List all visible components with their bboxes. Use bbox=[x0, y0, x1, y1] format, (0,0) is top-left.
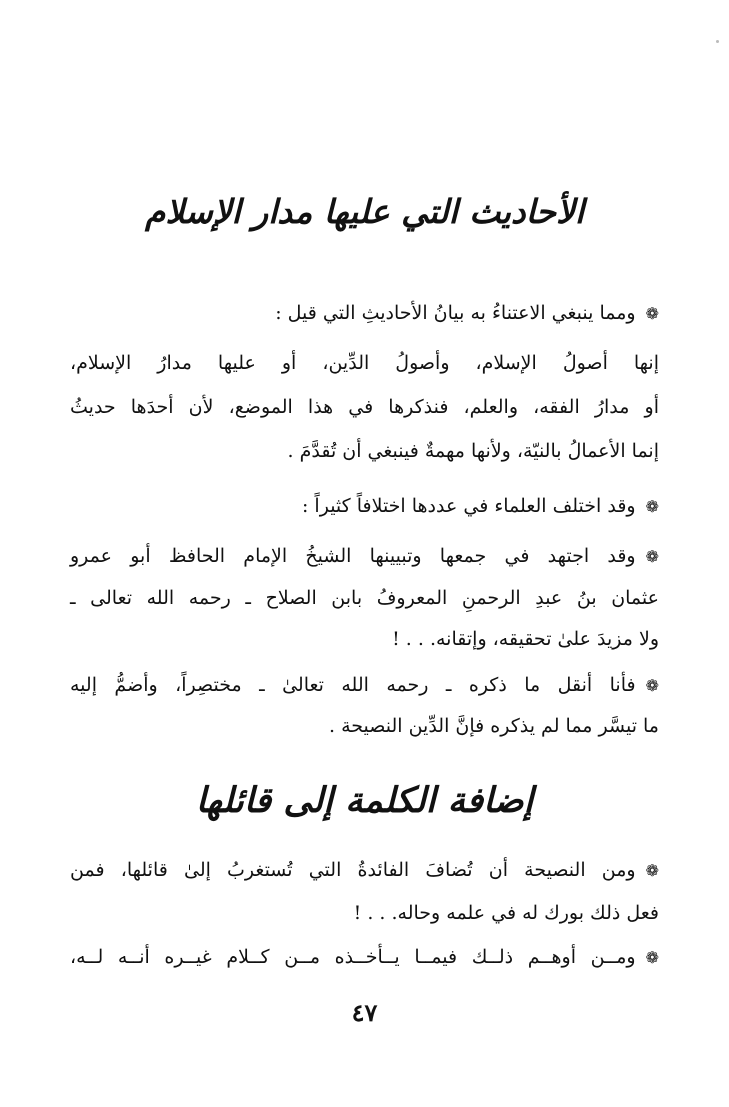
bullet-star-icon: ❁ bbox=[645, 676, 659, 695]
paragraph-line bbox=[70, 302, 659, 325]
line-text: إنما الأعمالُ بالنيّة، ولأنها مهمةٌ فينبغي أن تُقدَّمَ . bbox=[287, 440, 659, 462]
line-text: ومــن أوهــم ذلــك فيمــا يــأخــذه مــن كــلام غيــره أنــه لــه، bbox=[70, 946, 636, 968]
paragraph-line bbox=[70, 545, 659, 568]
paragraph-line bbox=[70, 946, 659, 969]
paragraph-line bbox=[70, 440, 659, 463]
paragraph-line bbox=[70, 859, 659, 882]
line-text: ولا مزيدَ علىٰ تحقيقه، وإتقانه. . . ! bbox=[392, 628, 659, 650]
paragraph-line bbox=[70, 495, 659, 518]
line-text: وقد اختلف العلماء في عددها اختلافاً كثيراً : bbox=[301, 495, 636, 517]
section-heading-attribution: إضافة الكلمة إلى قائلها bbox=[195, 780, 534, 821]
paragraph-line bbox=[70, 902, 659, 925]
line-text: عثمان بنُ عبدِ الرحمنِ المعروفُ بابن الصلاح ـ رحمه الله تعالى ـ bbox=[70, 587, 659, 609]
paragraph-line bbox=[70, 715, 659, 738]
bullet-star-icon: ❁ bbox=[645, 861, 659, 880]
page-number: ٤٧ bbox=[351, 998, 378, 1027]
bullet-star-icon: ❁ bbox=[645, 948, 659, 967]
line-text: ومما ينبغي الاعتناءُ به بيانُ الأحاديثِ التي قيل : bbox=[275, 302, 636, 324]
line-text: أو مدارُ الفقه، والعلم، فنذكرها في هذا الموضع، لأن أحدَها حديثُ bbox=[70, 396, 659, 418]
paragraph-line bbox=[70, 352, 659, 375]
scan-speck bbox=[716, 40, 719, 43]
bullet-star-icon: ❁ bbox=[645, 497, 659, 516]
line-text: ما تيسَّر مما لم يذكره فإنَّ الدِّين النصيحة . bbox=[329, 715, 659, 737]
line-text: ومن النصيحة أن تُضافَ الفائدةُ التي تُستغربُ إلىٰ قائلها، فمن bbox=[70, 859, 636, 881]
line-text: وقد اجتهد في جمعها وتبيينها الشيخُ الإمام الحافظ أبو عمرو bbox=[70, 545, 636, 567]
bullet-star-icon: ❁ bbox=[645, 547, 659, 566]
bullet-star-icon: ❁ bbox=[645, 304, 659, 323]
paragraph-line bbox=[70, 587, 659, 610]
paragraph-line bbox=[70, 674, 659, 697]
line-text: فعل ذلك بورك له في علمه وحاله. . . ! bbox=[353, 902, 659, 924]
section-heading-hadiths: الأحاديث التي عليها مدار الإسلام bbox=[144, 192, 585, 231]
paragraph-line bbox=[70, 396, 659, 419]
paragraph-line bbox=[70, 628, 659, 651]
line-text: فأنا أنقل ما ذكره ـ رحمه الله تعالىٰ ـ مختصِراً، وأضمُّ إليه bbox=[70, 674, 636, 696]
line-text: إنها أصولُ الإسلام، وأصولُ الدِّين، أو عليها مدارُ الإسلام، bbox=[70, 352, 659, 374]
